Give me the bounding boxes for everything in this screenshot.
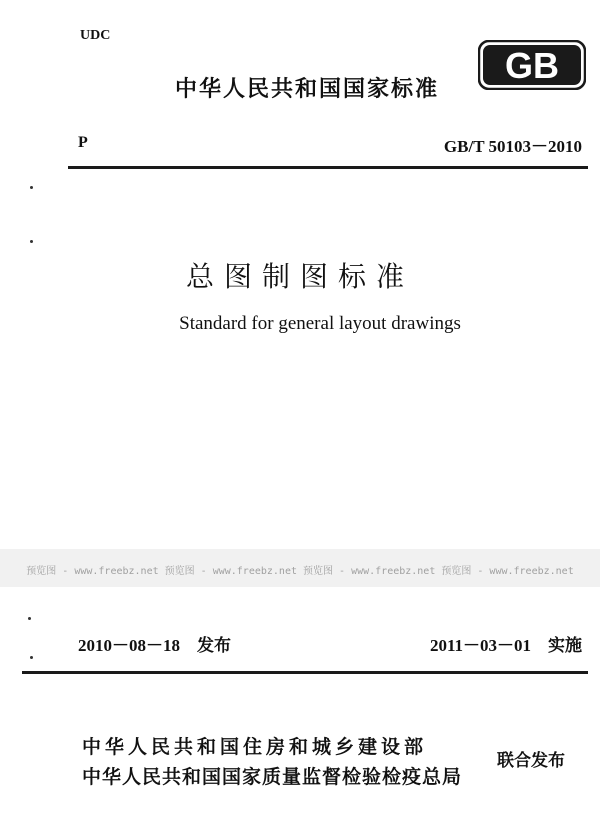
document-title-chinese: 总图制图标准 bbox=[185, 260, 414, 293]
gb-logo bbox=[478, 40, 586, 90]
margin-dot bbox=[30, 240, 33, 243]
document-title-english: Standard for general layout drawings bbox=[179, 313, 461, 334]
implementation-date: 2011－03－01 实施 bbox=[429, 636, 582, 655]
issuer-aqsiq: 中华人民共和国国家质量监督检验检疫总局 bbox=[82, 766, 463, 788]
standard-type-heading: 中华人民共和国国家标准 bbox=[175, 77, 440, 102]
joint-release-label: 联合发布 bbox=[497, 751, 565, 771]
standard-number: GB/T 50103－2010 bbox=[443, 137, 582, 156]
margin-dot bbox=[28, 617, 31, 620]
gb-logo-text: GB bbox=[505, 45, 559, 86]
margin-dot bbox=[30, 656, 33, 659]
issue-date: 2010－08－18 发布 bbox=[78, 636, 231, 655]
category-code: P bbox=[78, 134, 88, 151]
watermark-text: 预览图 - www.freebz.net 预览图 - www.freebz.net 预览图 - www.freebz.net 预览图 - www.freebz.net bbox=[26, 566, 574, 577]
footer-rule bbox=[22, 671, 588, 674]
issuer-ministry: 中华人民共和国住房和城乡建设部 bbox=[82, 736, 428, 758]
margin-dot bbox=[30, 186, 33, 189]
udc-label: UDC bbox=[80, 28, 111, 43]
header-rule bbox=[68, 166, 588, 169]
